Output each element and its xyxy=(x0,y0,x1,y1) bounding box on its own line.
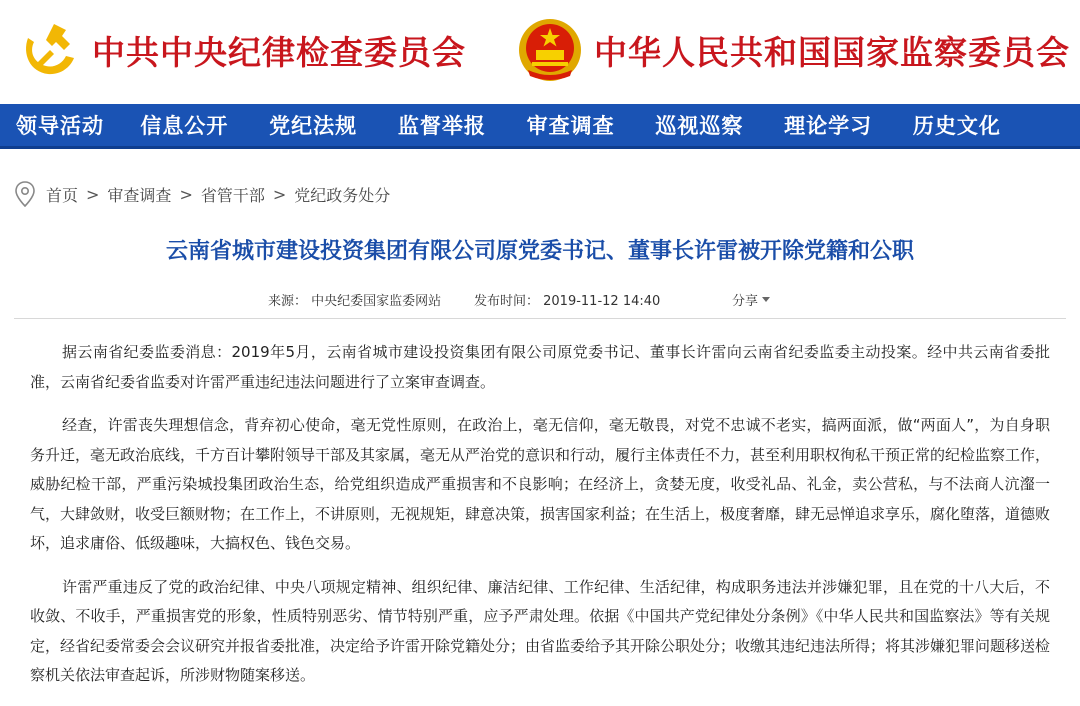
chevron-down-icon xyxy=(762,297,770,302)
article-paragraph: 经查，许雷丧失理想信念，背弃初心使命，毫无党性原则，在政治上，毫无信仰，毫无敬畏，对党不忠诚不老实，搞两面派，做“两面人”，为自身职务升迁，毫无政治底线，千方百计攀附领导干部及其家属，毫无从严治党的意识和行动，履行主体责任不力，甚至利用职权徇私干预正常的纪检监察工作，威胁纪检干部，严重污染城投集团政治生态，给党组织造成严重损害和不良影响；在经济上，贪婪无度，收受礼品、礼金，卖公营私，与不法商人沆瀣一气，大肆敛财，收受巨额财物；在工作上，不讲原则，无视规矩，肆意决策，损害国家利益；在生活上，极度奢靡，肆无忌惮追求享乐，腐化堕落，道德败坏，追求庸俗、低级趣味，大搞权色、钱色交易。 xyxy=(30,416,1051,552)
divider xyxy=(14,318,1066,319)
nav-item-inspection[interactable]: 巡视巡察 xyxy=(655,113,744,138)
nsc-logo-group[interactable] xyxy=(516,10,1070,90)
article-body xyxy=(30,338,1050,705)
nav-item-investigation[interactable]: 审查调查 xyxy=(526,113,615,138)
nav-item-theory[interactable]: 理论学习 xyxy=(784,113,873,138)
breadcrumb-investigation[interactable]: 审查调查 xyxy=(107,185,172,205)
article-paragraph: 据云南省纪委监委消息：2019年5月，云南省城市建设投资集团有限公司原党委书记、董事长许雷向云南省纪委监委主动投案。经中共云南省委批准，云南省纪委省监委对许雷严重违纪违法问题进行了立案审查调查。 xyxy=(30,343,1050,391)
share-button[interactable] xyxy=(732,290,770,309)
breadcrumb-separator: > xyxy=(179,184,193,204)
article-publish-time: 发布时间： 2019-11-12 14:40 xyxy=(474,294,661,309)
nav-item-regulations[interactable]: 党纪法规 xyxy=(269,113,358,138)
breadcrumb-separator: > xyxy=(86,184,100,204)
nav-item-report[interactable]: 监督举报 xyxy=(397,113,486,138)
article-meta xyxy=(0,290,1080,310)
article-paragraph: 许雷严重违反了党的政治纪律、中央八项规定精神、组织纪律、廉洁纪律、工作纪律、生活纪律，构成职务违法并涉嫌犯罪，且在党的十八大后，不收敛、不收手，严重损害党的形象，性质特别恶劣、情节特别严重，应予严肃处理。依据《中国共产党纪律处分条例》《中华人民共和国监察法》等有关规定，经省纪委常委会会议研究并报省委批准，决定给予许雷开除党籍处分；由省监委给予其开除公职处分；收缴其违纪违法所得；将其涉嫌犯罪问题移送检察机关依法审查起诉，所涉财物随案移送。 xyxy=(30,577,1051,684)
article-title: 云南省城市建设投资集团有限公司原党委书记、董事长许雷被开除党籍和公职 xyxy=(165,239,914,264)
site-header xyxy=(0,0,1080,104)
nav-item-info-disclosure[interactable]: 信息公开 xyxy=(140,113,229,138)
nav-item-leadership[interactable]: 领导活动 xyxy=(16,113,104,138)
breadcrumb xyxy=(14,180,390,208)
cpc-commission-title: 中共中央纪律检查委员会 xyxy=(92,32,466,72)
breadcrumb-separator: > xyxy=(272,184,287,204)
breadcrumb-discipline[interactable]: 党纪政务处分 xyxy=(294,185,391,205)
party-emblem-icon xyxy=(14,16,82,84)
location-pin-icon xyxy=(14,181,36,207)
nav-item-history[interactable]: 历史文化 xyxy=(912,113,1001,138)
cpc-logo-group[interactable] xyxy=(14,10,466,90)
nsc-commission-title: 中华人民共和国国家监察委员会 xyxy=(594,32,1070,72)
main-nav xyxy=(0,104,1080,149)
article-source: 来源： 中央纪委国家监委网站 xyxy=(268,294,442,309)
national-emblem-icon xyxy=(516,16,584,84)
share-label: 分享 xyxy=(732,294,759,309)
breadcrumb-home[interactable]: 首页 xyxy=(46,185,79,205)
breadcrumb-provincial-cadres[interactable]: 省管干部 xyxy=(200,185,265,205)
